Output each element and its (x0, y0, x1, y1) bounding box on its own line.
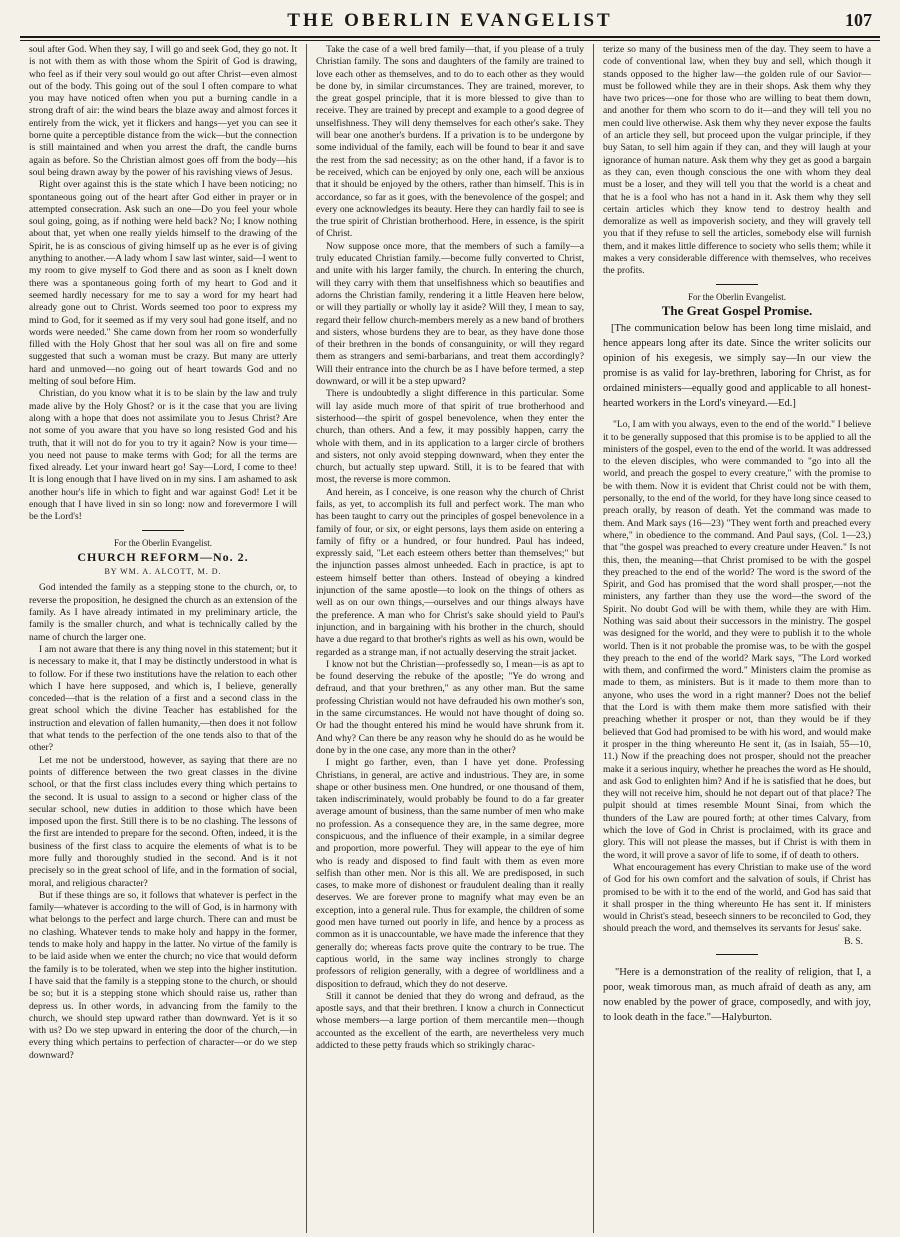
page-title: THE OBERLIN EVANGELIST (287, 10, 613, 31)
section-divider (142, 530, 184, 531)
section-divider (716, 954, 758, 955)
quote-block (603, 965, 871, 1025)
editor-note (603, 321, 871, 411)
page-number: 107 (845, 10, 872, 30)
paragraph: Still it cannot be denied that they do wrong and defraud, as the apostle says, and that their brethren. I know a church in Connecticut whose members—a large portion of them mercantile men—though accounted as the excellent of the earth, are nevertheless very much addicted to these petty frauds which so strikingly charac- (316, 990, 584, 1052)
paragraph: I am not aware that there is any thing novel in this statement; but it is necessary to make it, that I may be distinctly understood in what is to follow. For if these two institutions have the relation to each other which I have here supposed, and which is, I believe, generally conceded—that is the relation of a first and a second class in the great school which the divine Teacher has established for the instruction and elevation of fallen humanity,—then does it not follow that what tends to the perfection of the one tends also to that of the other? (29, 643, 297, 754)
paragraph: Right over against this is the state which I have been noticing; no spontaneous going out of the heart after God either in prayer or in attempted consecration. Ask such an one—Do you feel your whole soul going, going, as if nothing were held back? No; I know nothing about that, yet when one really yields himself to the drawing of the Spirit, he is as conscious of giving himself up as he ever is of giving anything to another.—A lady whom I saw last winter, said—I went to my room to give myself to God there and as soon as I knelt down there was a spontaneous going forth of my heart to God and it seemed hardly necessary for me to say a word for my heart had already gone out to Christ. Words seemed too poor to express my mind to God, for it seemed as if my very soul had gone itself, and no words were needed." She came down from her room so wonderfully filled with the Holy Ghost that her soul was all on fire and some suggested that such a woman must be crazy. But many are utterly hard and unmoved—no going out of heart towards God and no melting of soul before Him. (29, 179, 297, 388)
paragraph: I might go farther, even, than I have yet done. Professing Christians, in general, are active and industrious. They are, in some shape or other business men. One hundred, or one thousand of them, taken indiscriminately, would probably be found to do a far greater average amount of business, than the same number of men who make no profession. As a consequence they are, in the same degree, more conspicuous, and the influence of their example, in a similar degree and proportion, more powerful. They will appear to the eye of him who is ready and disposed to find fault with them as even more selfish than other men. Nor is this all. We are predisposed, in such cases, to make more of dishonest or fraudulent dealing than it really deserves. We are forever prone to magnify what may even be an exception, into a general rule. Thus for example, the children of some good men have turned out poorly in life, and hence by a process as common as it is unaccountable, we have made the inference that they generally do; whereas facts prove quite the contrary to be true. The captious world, in the same way inclines strongly to charge professors of religion generally, with a degree of worldliness and a disposition to defraud, which they do not deserve. (316, 757, 584, 990)
paragraph: Now suppose once more, that the members of such a family—a truly educated Christian family.—become fully converted to Christ, and unite with his larger family, the church. In entering the church, will they carry with them that unselfishness which so beautifies and adorns the Christian family, rendering it a little Heaven here below, or will they partially or wholly lay it aside? Will they, I mean to say, regard their fellow church-members merely as a new band of brothers and sisters, whose burdens they are to bear, as they have done those of their brethren in the bonds of consanguinity, or will they regard them as strangers and semi-barbarians, and treat them accordingly? Will their entrance into the church be as I have before termed, a step downward, or will it be a step upward? (316, 240, 584, 388)
paragraph: I know not but the Christian—professedly so, I mean—is as apt to be found deserving the rebuke of the apostle; "Ye do wrong and defraud, and that your brethren," as any other man. But the same professing Christian would not have defrauded his own mother's son, in the same circumstances. He would not have thought of doing so. Or had the thought entered his mind he would have shrunk from it. And why? Can there be any reason why he should do as he would be done by in the one case, any more than in the other? (316, 658, 584, 756)
paragraph: "Lo, I am with you always, even to the end of the world." I believe it to be generally supposed that this promise is to be applied to all the ministers of the gospel, even to the end of the world. It was addressed to the eleven disciples, who were commanded to "go into all the world, and preach the gospel to every creature," with the promise to be with them. Now it is evident that Christ could not be with them, personally, to the end of the world, for they have long since ceased to preach orally, by reason of death. Yet the command was made to them. And Mark says (16—23) "They went forth and preached every where," in obedience to the command. And Paul says, (Col. 1—23,) that "the gospel was preached to every creature under Heaven." Is not this, then, the meaning—that Christ promised to be with the gospel they preached to the end of the world? The word is the sword of the Spirit, and God has promised that the word shall prosper,—not the ministers, any farther than they use the word—the sword of the Spirit. No doubt God will be with them, while they are with Him. Nothing was said about their successors in the ministry. The gospel was designed for the world, and they were to publish it to the whole world. Then is it not probable the promise was, to be with the gospel they preach to the end of the world? Mark says, "The Lord worked with them, and confirmed the word." Ministers claim the promise as made to them, as ministers. But is it made to them more than to anyone, who uses the word in a right manner? Does not the belief that the Lord is with them make them more satisfied with their preaching whether it prosper or not, than they would be if they believed that God had promised to be with his word, and would make it prosper in the thing whereunto He sent it, (as in Isaiah, 55—10, 11.) Now if the preaching does not prosper, should not the preacher make it a serious inquiry, whether he preaches the word as He should, and ask God to enlighten him? And if he is satisfied that he does, but they will not receive him, should he not depart out of that place? The pulpit should at times resemble Mount Sinai, from which the thunders of the Law are poured forth; at other times Calvary, from which the love of God in Christ is proclaimed, with its grace and glory. This will not please the masses, but if Christ is with them in the word, it will prove a savor of life to some, if of death to others. (603, 419, 871, 861)
masthead (20, 6, 880, 38)
paragraph: And herein, as I conceive, is one reason why the church of Christ fails, as yet, to accomplish its full and perfect work. The man who has been taught to carry out the principles of gospel benevolence in a family of four, or six, or eight persons, lays them aside on entering a family of fifty or a hundred, or four hundred. Paul has indeed, expressly said, "Let each esteem others better than themselves;" but the injunction passes almost unheeded. Each in practice, is apt to esteem himself better than others. Instead of obeying a kindred injunction of the same apostle—to look on the things of others as well as on our own things,—ourselves and our things always have the preference. A man who for Christ's sake should yield to Paul's injunction, and in bargaining with his brother in the church, should have a due regard to that brother's rights as well as his own, would be regarded as a strange man, if not actually deserving the strait jacket. (316, 486, 584, 658)
attribution-line: For the Oberlin Evangelist. (114, 537, 212, 548)
byline: BY WM. A. ALCOTT, M. D. (104, 567, 222, 577)
paragraph: Take the case of a well bred family—that, if you please of a truly Christian family. The sons and daughters of the family are trained to love each other as themselves, and to do to each other as they would be done by, in similar circumstances. They are trained, morever, to the great gospel principle, that it is more blessed to give than to receive. They are trained by precept and example to a good degree of unselfishness. They will deny themselves for each other's sake. They will bear one another's burdens. If a privation is to be undergone by some individual of the family, each will be found to bear it and save the rest from the sad necessity; as on the other hand, if a favor is to be received, which can be enjoyed by only one, each will be anxious that it should be enjoyed by the others, rather than himself. This is in accordance, so far as it goes, with the benevolence of the gospel; and every one acknowledges its beauty. Here they can hardly fail to see is the true spirit of Christian brotherhood. Here, in essence, is the spirit of Christ. (316, 44, 584, 240)
paragraph: God intended the family as a stepping stone to the church, or, to reverse the proposition, he designed the church as an extension of the family. As I have already intimated in my preliminary article, the family is the smaller church, and what is technically called by the name of church the larger one. (29, 582, 297, 643)
paragraph: What encouragement has every Christian to make use of the word of God for his own comfort and the salvation of souls, if Christ has promised to be with it to the end of the world, and God has said that it shall prosper in the thing whereunto He has sent it. If ministers would in Christ's stead, beseech sinners to be reconciled to God, they should preach the word, and themselves its servants for Jesus' sake. (603, 861, 871, 935)
article-heading: CHURCH REFORM—No. 2. (77, 549, 249, 564)
paragraph: But if these things are so, it follows that whatever is perfect in the family—whatever is according to the will of God, is in harmony with what belongs to the perfect and large church. There can and must be no clashing. Whatever tends to make holy and happy in the former, tends to make holy and happy in the latter. No virtue of the family is to be laid aside when we enter the church; no vice that would deform the family is to be tolerated, when we step into the higher institution. I have said that the family is a stepping stone to the church, or should be so; but it is a stepping stone which should raise us, rather than depress us. In other words, in advancing from the family to the church, we should step upward rather than downward. Yet is it so with us? Do we step upward in entering the door of the church,—in every thing which pertains to perfection of character—or do we step downward? (29, 889, 297, 1061)
masthead-rule (20, 40, 880, 41)
paragraph: There is undoubtedly a slight difference in this particular. Some will lay aside much more of that spirit of true brotherhood and sisterhood—the spirit of gospel benevolence, when they enter the church, than others. And a few, it may possibly happen, carry the whole with them, and in its application to a larger circle of brothers and sisters, not only avoid stepping downward, when they enter the church, but actually step upward. Still, it is to be feared that with most, the reverse is more common. (316, 388, 584, 486)
text-columns (20, 44, 880, 1233)
column-1 (20, 44, 306, 1233)
column-2 (306, 44, 593, 1233)
section-divider (716, 284, 758, 285)
article-heading: The Great Gospel Promise. (661, 302, 813, 318)
attribution-line: For the Oberlin Evangelist. (688, 291, 786, 302)
paragraph: "Here is a demonstration of the reality of religion, that I, a poor, weak timorous man, as much afraid of death as any, am now enabled by the power of grace, composedly, and with joy, to look death in the face."—Halyburton. (603, 967, 871, 1023)
column-3 (593, 44, 880, 1233)
paragraph: [The communication below has been long time mislaid, and hence appears long after its date. Since the writer solicits our opinion of his exegesis, we simply say—In our view the promise is as valid for lay-brethren, laboring for Christ, as for ordained ministers—equally good and applicable to all honest-hearted workers in the Lord's vineyard.—Ed.] (603, 323, 871, 410)
paragraph: Christian, do you know what it is to be slain by the law and truly made alive by the Holy Ghost? or is it the case that you are living along with a hope that does not assimilate you to Jesus Christ? Are not some of you aware that you have so long resisted God and his truth, that it will not do for you to try it again? Now is your time—you need not pause to make terms with God; for all the terms are fixed already. Let your inward heart go! Say—Lord, I come to thee! It is long enough that I have lived on in my sins. I am ashamed to ask another hour's life in which to fight and war against God! Let it be enough that I have lived in sin so long: now and forevermore I will be the Lord's! (29, 388, 297, 523)
paragraph: terize so many of the business men of the day. They seem to have a code of conventional law, when they buy and sell, which though it stands opposed to the higher law—the golden rule of our Savior—must be followed while they are in their shops. Ask them why they have two prices—one for those who are willing to beat them down, and another for them who scorn to do it—and they will tell you no men could live otherwise. Ask them why they never expose the faults of an article they sell, but proceed upon the vulgar principle, if they buy Satan, to sell him again if they can, and they will laugh at your ignorance of human nature. Ask them why they get as good a bargain as they can, even though conscious the one with whom they deal must be a loser, and they will tell you that the world is a cheat and that he is a fool who has not a hand in it. Ask them why they sell certain articles which they know tend to destroy health and demoralize as well as impoverish society, and they will gravely tell you that if they refuse to sell the articles, somebody else will furnish them, and it makes little difference to society who sells them; while it makes a very considerable difference with themselves, who receives the profits. (603, 44, 871, 277)
signature: B. S. (844, 935, 863, 947)
paragraph: soul after God. When they say, I will go and seek God, they go not. It is not with them as with those whom the Spirit of God is drawing, who feel as if their very soul would go out after Christ—even almost out of the body. This going out of the soul I often compare to what you may have noticed often when you put a burning candle in a strong draft of air: the wind bears the blaze away and almost forces it entirely from the wick, yet it flickers and hangs—yet you can see it borne quite a perceptible distance from the wick—but the connection is still maintained and when you arrest the draft, the candle burns again as before. So the Christian almost goes off from the body—his soul being drawn away by the power of his ravishing views of Jesus. (29, 44, 297, 178)
paragraph: Let me not be understood, however, as saying that there are no points of difference between the two great classes in the divine school, or that the first class includes every thing which pertains to the second. It is usual to assign to a second or higher class of the secular school, new duties in addition to those which have been imposed upon the first. Still there is to be no clashing. The lessons of the first are intended to prepare for the second. Often, indeed, it is the business of the first class to acquire the elements of what is to be more fully and thoroughly studied in the second. And is it not precisely so in the great school of life, and in the formation of social, moral, and religious character? (29, 754, 297, 889)
